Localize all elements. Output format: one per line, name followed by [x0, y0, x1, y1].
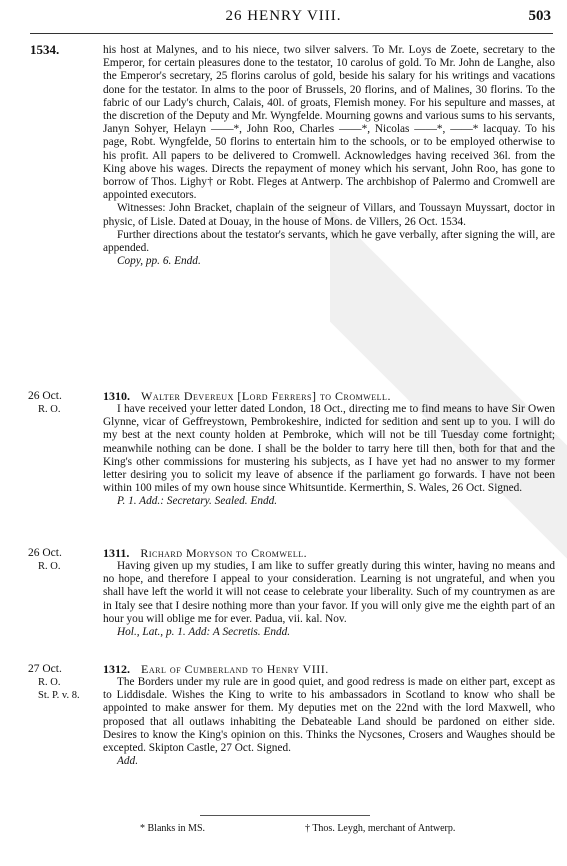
entry-date: 26 Oct.	[28, 547, 62, 559]
entry-date: 27 Oct.	[28, 663, 62, 675]
entry-date: 26 Oct.	[28, 390, 62, 402]
entry-meta: P. 1. Add.: Secretary. Sealed. Endd.	[117, 495, 278, 508]
further-directions: Further directions about the testator's servants, which he gave verbally, after signing the will, are appended.	[103, 228, 555, 255]
entry-heading	[103, 662, 555, 676]
entry-heading	[103, 389, 555, 403]
running-header	[0, 6, 567, 28]
year-label: 1534.	[30, 42, 60, 57]
continuation-block	[103, 44, 555, 268]
footnote-rule	[200, 815, 370, 816]
entry-title: Richard Moryson to Cromwell.	[140, 546, 308, 560]
entry-source-2: St. P. v. 8.	[38, 690, 80, 701]
entry-number: 1310.	[103, 389, 130, 403]
entry-title: Earl of Cumberland to Henry VIII.	[141, 662, 329, 676]
entry-number: 1311.	[103, 546, 130, 560]
entry-title: Walter Devereux [Lord Ferrers] to Cromwell.	[141, 389, 391, 403]
entry-1311	[103, 546, 555, 639]
header-rule	[30, 33, 553, 34]
page-number: 503	[528, 8, 551, 24]
entry-source: R. O.	[38, 404, 61, 415]
margin-1311	[28, 547, 90, 573]
continuation-meta: Copy, pp. 6. Endd.	[117, 255, 201, 268]
entry-meta: Hol., Lat., p. 1. Add: A Secretis. Endd.	[117, 626, 291, 639]
witnesses-paragraph: Witnesses: John Bracket, chaplain of the seigneur of Villars, and Toussayn Muyssart, doctor in physic, of Lisle. Dated at Douay, in the house of Mons. de Villers, 26 Oct. 1534.	[103, 202, 555, 228]
entry-1310	[103, 389, 555, 509]
footnote-leygh: † Thos. Leygh, merchant of Antwerp.	[305, 823, 456, 834]
margin-1310	[28, 390, 90, 416]
entry-body: I have received your letter dated London, 18 Oct., directing me to find means to have Sir Owen Glynne, vicar of Geffreystown, Pembrokeshire, indicted for sedition and sent up to you. I will do my best at the next county holden at Pembroke, which will not be till Tuesday come fortnight; meanwhile nothing can be done. I shall be the bolder to tarry here till then, both for that and the King's other commissions for mustering his subjects, as I have yet had no answer to my former letter desiring you to solicit my leave of absence if the parliament go forwards. I have not been within 100 miles of my own house since Whitsuntide. Kermerthin, S. Wales, 26 Oct. Signed.	[103, 403, 555, 495]
entry-source: R. O.	[38, 561, 61, 572]
continuation-body: his host at Malynes, and to his niece, two silver salvers. To Mr. Loys de Zoete, secretary to the Emperor, for certain pleasures done to the testator, 10 carolus of gold. To Mr. John de Langhe, also the Emperor's secretary, 25 florins carolus of gold, beside his salary for his writings and vacations done for the testator. In alms to the poor of Brussels, 20 florins, and of Malines, 30 florins. To the fabric of our Lady's church, Calais, 40l. of groats, Flemish money. For his sepulture and masses, at the discretion of the Deputy and Mr. Wyngfelde. Mourning gowns and various sums to his servants, Janyn Sohyer, Helayn ——*, John Roo, Charles ——*, Nicolas ——*, ——* lacquay. To his page, Robt. Wyngfelde, 50 florins to entertain him to the schools, or to be employed otherwise to his profit. All papers to be delivered to Cromwell. Acknowledges having received 36l. from the King above his wages. Directs the repayment of money which his servant, John Roo, has gone to borrow of Thos. Lighy† or Robt. Fleges at Antwerp. The archbishop of Palermo and Cromwell are appointed executors.	[103, 44, 555, 202]
entry-number: 1312.	[103, 662, 130, 676]
entry-heading	[103, 546, 555, 560]
entry-meta: Add.	[117, 755, 139, 768]
footnote-blanks: * Blanks in MS.	[140, 823, 206, 834]
entry-source: R. O.	[38, 677, 61, 688]
margin-1312	[28, 663, 90, 702]
entry-body: The Borders under my rule are in good quiet, and good redress is made on either part, except as to Liddisdale. Wishes the King to write to his ambassadors in Scotland to know who shall be appointed to make answer for them. My deputies met on the 22nd with the lord Maxwell, who proposed that all outlaws inhabiting the Debateable Land should be pardoned on either side. Desires to know the King's opinion on this. Thinks the Nycsones, Crosers and Waughes should be excepted. Skipton Castle, 27 Oct. Signed.	[103, 676, 555, 755]
running-title: 26 HENRY VIII.	[225, 8, 342, 24]
entry-1312	[103, 662, 555, 768]
entry-body: Having given up my studies, I am like to suffer greatly during this winter, having no means and no hope, and therefore I appeal to your consideration. Learning is not ungrateful, and when you shall have left the world it will not cease to celebrate your liberality. Such of my countrymen as are in Italy see that I desire nothing more than your favor. If you will only give me the eighth part of an hour you will oblige me for ever. Padua, vii. kal. Nov.	[103, 560, 555, 625]
